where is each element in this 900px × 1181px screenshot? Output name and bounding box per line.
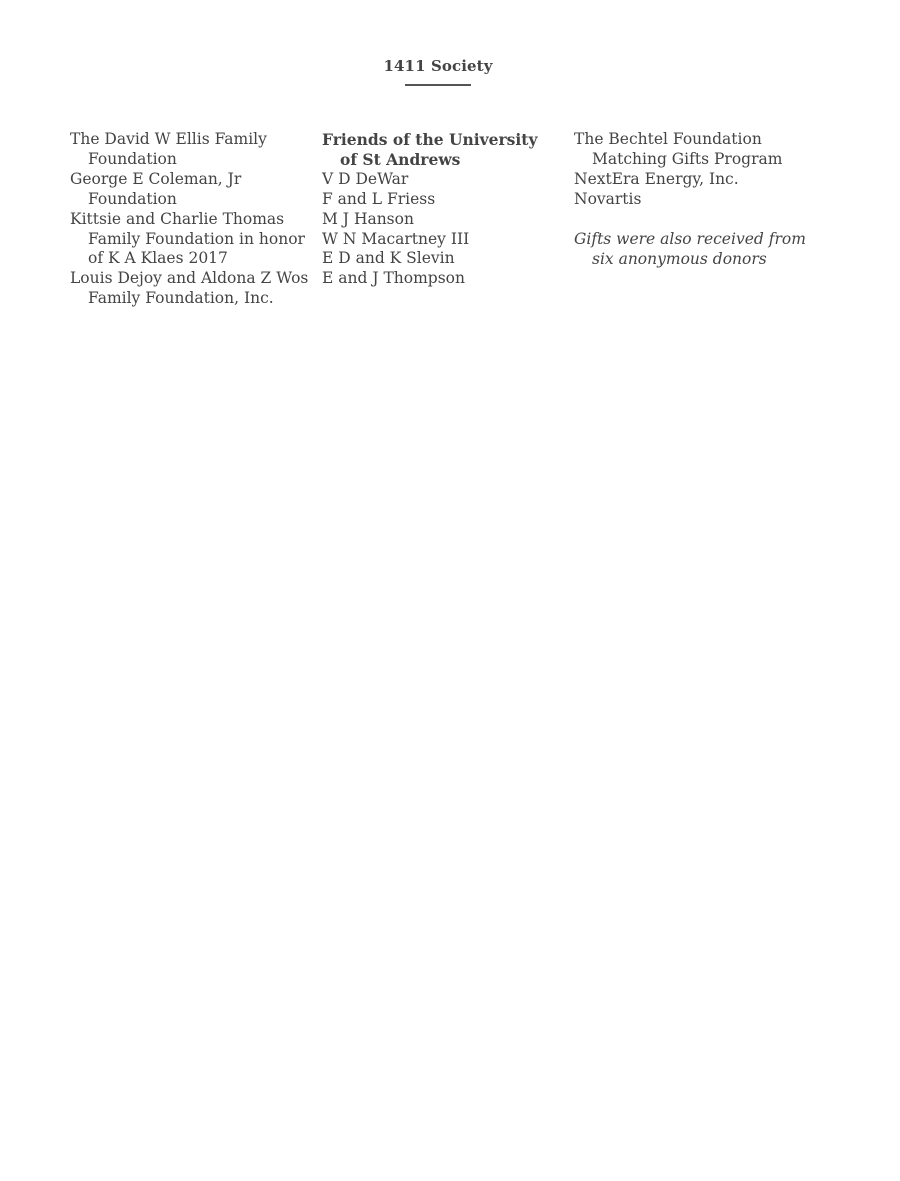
title-underline bbox=[405, 84, 471, 86]
donor-entry: V D DeWar bbox=[322, 169, 409, 188]
donor-entry: F and L Friess bbox=[322, 189, 436, 208]
donor-entry: The Bechtel Foundation Matching Gifts Program bbox=[574, 130, 783, 168]
donor-column-1 bbox=[70, 130, 310, 309]
donor-entry: W N Macartney III bbox=[322, 229, 470, 248]
group-heading: Friends of the University of St Andrews bbox=[322, 130, 538, 169]
donor-column-2 bbox=[322, 130, 557, 289]
donor-entry: The David W Ellis Family Foundation bbox=[70, 130, 267, 168]
donor-column-3 bbox=[574, 130, 809, 269]
donor-entry: George E Coleman, Jr Foundation bbox=[70, 169, 242, 208]
anonymous-donors-note: Gifts were also received from six anonymous donors bbox=[574, 229, 806, 268]
donor-entry: NextEra Energy, Inc. bbox=[574, 169, 739, 188]
donor-entry: Louis Dejoy and Aldona Z Wos Family Foundation, Inc. bbox=[70, 269, 309, 308]
donor-entry: Kittsie and Charlie Thomas Family Foundation in honor of K A Klaes 2017 bbox=[70, 209, 305, 268]
donor-entry: E D and K Slevin bbox=[322, 249, 455, 268]
donor-entry: M J Hanson bbox=[322, 209, 414, 228]
donor-entry: E and J Thompson bbox=[322, 269, 465, 288]
page-title: 1411 Society bbox=[383, 57, 493, 75]
donor-entry: Novartis bbox=[574, 189, 642, 208]
